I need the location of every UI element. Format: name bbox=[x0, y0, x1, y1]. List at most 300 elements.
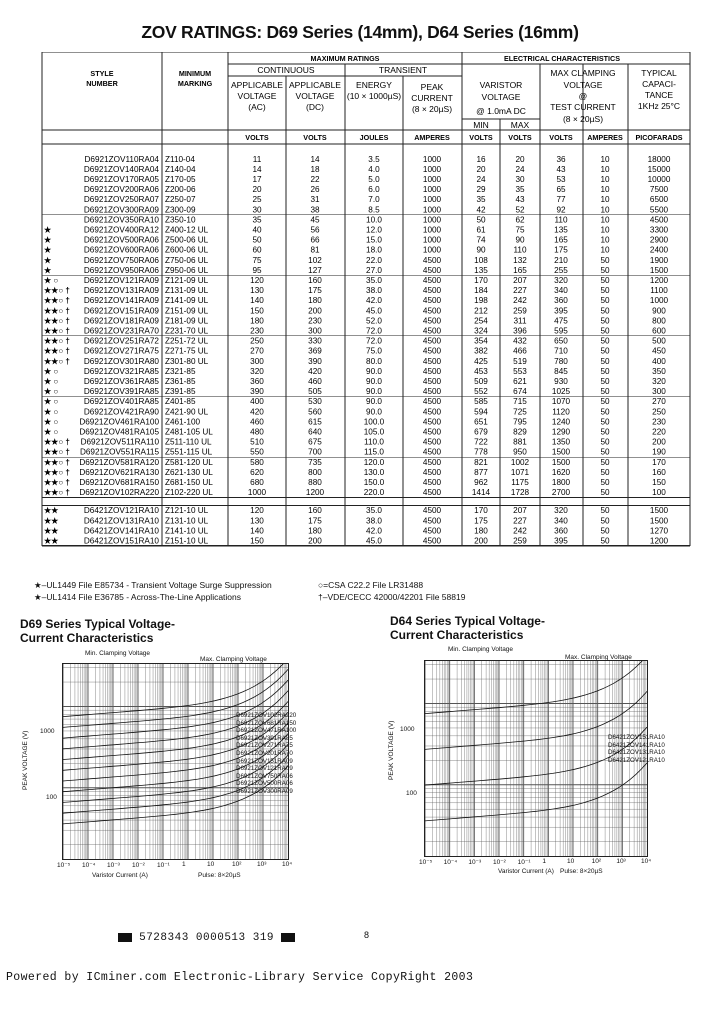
header-varistor-1: VARISTOR bbox=[479, 80, 523, 90]
cell-peak: 4500 bbox=[422, 356, 442, 366]
header-peak-2: CURRENT bbox=[411, 93, 453, 103]
d64-y-tick-1000: 1000 bbox=[400, 726, 415, 733]
cell-amps: 50 bbox=[600, 265, 610, 275]
cell-style: D6921ZOV350RA10 bbox=[83, 215, 159, 225]
header-maximum-ratings: MAXIMUM RATINGS bbox=[310, 54, 380, 63]
d69-y-tick-100: 100 bbox=[46, 794, 57, 801]
header-energy-1: ENERGY bbox=[356, 80, 392, 90]
cell-vmin: 1414 bbox=[471, 488, 491, 498]
header-number: NUMBER bbox=[86, 79, 118, 88]
legend-entry: D6921ZOV201RA70 bbox=[236, 749, 293, 757]
unit-label: VOLTS bbox=[508, 133, 532, 142]
cell-energy: 22.0 bbox=[366, 255, 382, 265]
cell-style: D6921ZOV170RA05 bbox=[83, 175, 159, 184]
cell-vmax: 259 bbox=[513, 536, 527, 546]
header-dc-2: VOLTAGE bbox=[295, 91, 335, 101]
cell-peak: 4500 bbox=[422, 437, 442, 447]
cell-clamp: 650 bbox=[554, 336, 568, 346]
cell-pf: 1500 bbox=[649, 506, 669, 516]
cell-peak: 1000 bbox=[422, 195, 442, 205]
cell-ac: 680 bbox=[250, 478, 264, 487]
cell-amps: 10 bbox=[600, 245, 610, 255]
cell-ac: 140 bbox=[250, 296, 264, 306]
d64-row bbox=[44, 537, 669, 546]
row-marks: ★★ bbox=[44, 516, 59, 526]
cell-peak: 4500 bbox=[422, 478, 442, 487]
cell-vmin: 324 bbox=[474, 326, 488, 336]
row-marks: ★★ bbox=[44, 526, 59, 536]
cell-dc: 800 bbox=[308, 467, 322, 477]
cell-amps: 50 bbox=[600, 356, 610, 366]
cell-marking: Z141-10 UL bbox=[165, 526, 209, 536]
barcode-text: 5728343 0000513 319 bbox=[139, 932, 275, 944]
cell-dc: 180 bbox=[308, 296, 322, 306]
cell-peak: 4500 bbox=[422, 516, 442, 526]
cell-clamp: 1290 bbox=[551, 427, 571, 437]
cell-energy: 15.0 bbox=[366, 235, 382, 245]
row-marks: ★ bbox=[44, 235, 52, 245]
legend-entry: D6921ZOV102RA220 bbox=[236, 712, 297, 719]
unit-label: JOULES bbox=[359, 133, 389, 142]
legend-entry: D6921ZOV500RA06 bbox=[236, 780, 293, 788]
cell-peak: 4500 bbox=[422, 488, 442, 498]
cell-energy: 115.0 bbox=[364, 447, 384, 457]
cell-style: D6921ZOV621RA130 bbox=[79, 467, 159, 477]
cell-clamp: 2700 bbox=[551, 488, 571, 498]
cell-ac: 95 bbox=[252, 265, 262, 275]
cell-vmax: 432 bbox=[513, 336, 527, 346]
unit-label: VOLTS bbox=[549, 133, 573, 142]
cell-amps: 10 bbox=[600, 195, 610, 205]
cell-clamp: 36 bbox=[556, 154, 566, 164]
cell-peak: 1000 bbox=[422, 154, 442, 164]
vi-curve bbox=[63, 664, 288, 717]
cell-vmin: 778 bbox=[474, 447, 488, 457]
legend-entry: D6921ZOV121RA09 bbox=[236, 765, 293, 773]
x-tick-label: 10⁻³ bbox=[468, 859, 482, 866]
d69-row bbox=[84, 185, 669, 194]
cell-ac: 420 bbox=[250, 407, 264, 417]
cell-pf: 230 bbox=[652, 417, 666, 427]
row-marks: ★★○ † bbox=[44, 457, 70, 467]
legend-entry: D6421ZOV121RA10 bbox=[608, 756, 665, 764]
cell-ac: 480 bbox=[250, 427, 264, 437]
cell-pf: 800 bbox=[652, 316, 666, 326]
cell-peak: 1000 bbox=[422, 175, 442, 184]
cell-dc: 420 bbox=[308, 366, 322, 376]
footnote-csa: ○=CSA C22.2 File LR31488 bbox=[318, 580, 424, 590]
row-marks: ★ ○ bbox=[44, 276, 59, 285]
cell-amps: 50 bbox=[600, 255, 610, 265]
cell-peak: 4500 bbox=[422, 326, 442, 336]
cell-vmax: 1728 bbox=[510, 488, 530, 498]
row-marks: ★ bbox=[44, 245, 52, 255]
cell-pf: 170 bbox=[652, 457, 666, 467]
cell-dc: 560 bbox=[308, 407, 322, 417]
row-marks: ★★○ † bbox=[44, 326, 70, 336]
cell-vmax: 950 bbox=[513, 447, 527, 457]
cell-energy: 120.0 bbox=[363, 457, 385, 467]
cell-vmin: 135 bbox=[474, 265, 488, 275]
cell-vmin: 552 bbox=[474, 387, 488, 397]
cell-marking: Z181-09 UL bbox=[165, 316, 209, 326]
cell-amps: 10 bbox=[600, 225, 610, 235]
barcode-block-right bbox=[281, 933, 295, 942]
cell-amps: 50 bbox=[600, 366, 610, 376]
cell-clamp: 360 bbox=[554, 526, 568, 536]
cell-dc: 615 bbox=[308, 417, 322, 427]
d69-row bbox=[44, 266, 669, 275]
cell-amps: 10 bbox=[600, 164, 610, 174]
cell-clamp: 92 bbox=[556, 205, 566, 215]
row-marks: ★★○ † bbox=[44, 346, 70, 356]
cell-style: D6921ZOV750RA06 bbox=[83, 255, 159, 265]
cell-clamp: 1070 bbox=[551, 397, 571, 407]
cell-ac: 300 bbox=[250, 356, 264, 366]
d64-row bbox=[44, 526, 669, 535]
d64-x-label: Varistor Current (A) bbox=[498, 868, 554, 875]
cell-pf: 500 bbox=[652, 336, 666, 346]
cell-dc: 26 bbox=[310, 185, 320, 195]
legend-entry: D6921ZOV471RA100 bbox=[236, 727, 297, 735]
cell-energy: 52.0 bbox=[366, 316, 382, 326]
cell-marking: Z581-120 UL bbox=[165, 457, 213, 467]
row-marks: ★ ○ bbox=[44, 377, 59, 386]
cell-ac: 130 bbox=[250, 286, 264, 296]
d69-row bbox=[84, 215, 669, 224]
cell-style: D6921ZOV131RA09 bbox=[83, 286, 159, 296]
cell-pf: 160 bbox=[652, 467, 666, 477]
cell-amps: 50 bbox=[600, 417, 610, 427]
cell-dc: 200 bbox=[308, 536, 322, 546]
cell-peak: 1000 bbox=[422, 215, 442, 225]
cell-pf: 2400 bbox=[649, 245, 669, 255]
d69-row bbox=[44, 347, 666, 356]
cell-dc: 230 bbox=[308, 316, 322, 326]
cell-pf: 7500 bbox=[649, 185, 669, 195]
cell-vmax: 227 bbox=[513, 286, 527, 296]
header-min: MIN bbox=[473, 120, 489, 130]
cell-marking: Z110-04 bbox=[165, 154, 195, 164]
cell-vmin: 962 bbox=[474, 478, 488, 487]
barcode-line bbox=[118, 932, 295, 944]
cell-marking: Z461-100 bbox=[165, 417, 201, 427]
x-tick-label: 1 bbox=[182, 861, 186, 868]
cell-dc: 56 bbox=[310, 225, 320, 235]
cell-marking: Z400-12 UL bbox=[165, 225, 209, 235]
d69-row bbox=[44, 458, 666, 467]
cell-vmax: 52 bbox=[515, 205, 525, 215]
cell-ac: 140 bbox=[250, 526, 264, 536]
cell-amps: 50 bbox=[600, 437, 610, 447]
cell-peak: 1000 bbox=[422, 245, 442, 255]
cell-dc: 175 bbox=[308, 516, 322, 526]
cell-dc: 45 bbox=[310, 215, 320, 225]
cell-vmax: 132 bbox=[513, 255, 527, 265]
row-marks: ★★○ † bbox=[44, 478, 70, 487]
cell-amps: 50 bbox=[600, 536, 610, 546]
cell-peak: 4500 bbox=[422, 336, 442, 346]
cell-style: D6421ZOV131RA10 bbox=[83, 516, 159, 526]
d69-row bbox=[44, 226, 669, 235]
d69-y-tick-1000: 1000 bbox=[40, 728, 55, 735]
cell-amps: 50 bbox=[600, 506, 610, 516]
cell-marking: Z950-06 UL bbox=[165, 265, 209, 275]
cell-pf: 1200 bbox=[649, 536, 669, 546]
cell-clamp: 110 bbox=[554, 215, 568, 225]
cell-ac: 550 bbox=[250, 447, 264, 457]
cell-vmax: 43 bbox=[515, 195, 525, 205]
cell-marking: Z231-70 UL bbox=[165, 326, 209, 336]
legend-entry: D6921ZOV271RA75 bbox=[236, 742, 293, 750]
d69-row bbox=[44, 316, 666, 325]
cell-vmax: 242 bbox=[513, 296, 527, 306]
cell-style: D6921ZOV391RA85 bbox=[83, 387, 159, 397]
cell-vmax: 75 bbox=[515, 225, 525, 235]
row-marks: ★★○ † bbox=[44, 447, 70, 457]
cell-style: D6921ZOV401RA85 bbox=[83, 397, 159, 407]
cell-peak: 4500 bbox=[422, 427, 442, 437]
cell-clamp: 340 bbox=[554, 286, 568, 296]
d64-chart-title bbox=[390, 614, 545, 642]
cell-peak: 4500 bbox=[422, 526, 442, 536]
cell-vmin: 42 bbox=[476, 205, 486, 215]
d64-title-line1: D64 Series Typical Voltage- bbox=[390, 614, 545, 628]
cell-amps: 50 bbox=[600, 427, 610, 437]
d69-row bbox=[44, 468, 666, 477]
cell-pf: 18000 bbox=[647, 154, 671, 164]
row-marks: ★★○ † bbox=[44, 467, 70, 477]
cell-ac: 60 bbox=[252, 245, 262, 255]
cell-pf: 1270 bbox=[649, 526, 669, 536]
row-marks: ★★○ † bbox=[44, 356, 70, 366]
cell-marking: Z511-110 UL bbox=[165, 437, 212, 447]
cell-vmax: 519 bbox=[513, 356, 527, 366]
d69-row bbox=[84, 195, 669, 204]
header-cap-4: 1KHz 25°C bbox=[637, 101, 681, 111]
cell-energy: 220.0 bbox=[363, 488, 385, 498]
cell-ac: 1000 bbox=[247, 488, 267, 498]
cell-marking: Z301-80 UL bbox=[165, 356, 209, 366]
cell-style: D6921ZOV300RA09 bbox=[83, 205, 159, 215]
cell-vmax: 674 bbox=[513, 387, 527, 397]
cell-ac: 30 bbox=[252, 205, 262, 215]
cell-energy: 110.0 bbox=[364, 437, 384, 447]
cell-vmax: 466 bbox=[513, 346, 527, 356]
cell-energy: 18.0 bbox=[366, 245, 382, 255]
unit-label: AMPERES bbox=[414, 133, 450, 142]
cell-energy: 75.0 bbox=[366, 346, 382, 356]
cell-amps: 50 bbox=[600, 526, 610, 536]
cell-energy: 38.0 bbox=[366, 516, 382, 526]
cell-amps: 50 bbox=[600, 306, 610, 316]
cell-ac: 460 bbox=[250, 417, 264, 427]
cell-vmax: 1071 bbox=[510, 467, 530, 477]
row-marks: ★★○ † bbox=[44, 336, 70, 346]
x-tick-label: 10 bbox=[567, 858, 575, 865]
cell-clamp: 320 bbox=[554, 506, 568, 516]
unit-label: VOLTS bbox=[469, 133, 493, 142]
cell-clamp: 395 bbox=[554, 536, 568, 546]
cell-peak: 4500 bbox=[422, 316, 442, 326]
row-marks: ★ bbox=[44, 255, 52, 265]
cell-energy: 4.0 bbox=[368, 164, 380, 174]
cell-energy: 72.0 bbox=[366, 336, 382, 346]
header-ac-1: APPLICABLE bbox=[231, 80, 283, 90]
cell-clamp: 65 bbox=[556, 185, 566, 195]
cell-style: D6921ZOV361RA85 bbox=[83, 377, 159, 386]
cell-clamp: 175 bbox=[554, 245, 568, 255]
cell-style: D6921ZOV121RA09 bbox=[83, 276, 159, 285]
cell-dc: 369 bbox=[308, 346, 322, 356]
cell-dc: 22 bbox=[310, 175, 320, 184]
d69-x-label: Varistor Current (A) bbox=[92, 872, 148, 879]
d69-max-clamp-label: Max. Clamping Voltage bbox=[200, 656, 267, 663]
cell-marking: Z481-105 UL bbox=[165, 427, 213, 437]
cell-marking: Z131-10 UL bbox=[165, 516, 209, 526]
x-tick-label: 10⁻² bbox=[493, 859, 506, 866]
cell-pf: 600 bbox=[652, 326, 666, 336]
cell-clamp: 710 bbox=[554, 346, 568, 356]
cell-energy: 150.0 bbox=[363, 478, 385, 487]
legend-entry: D6421ZOV131RA10 bbox=[608, 749, 665, 757]
cell-peak: 1000 bbox=[422, 235, 442, 245]
d69-row bbox=[44, 286, 668, 295]
vi-curve bbox=[425, 763, 647, 821]
cell-marking: Z271-75 UL bbox=[165, 346, 209, 356]
cell-marking: Z681-150 UL bbox=[165, 478, 213, 487]
row-marks: ★ ○ bbox=[44, 397, 59, 407]
cell-amps: 10 bbox=[600, 215, 610, 225]
x-tick-label: 10⁻⁵ bbox=[419, 859, 433, 866]
legend-entry: D6921ZOV151RA09 bbox=[236, 757, 293, 765]
d69-row bbox=[44, 377, 666, 386]
cell-energy: 6.0 bbox=[368, 185, 380, 195]
d69-pulse-label: Pulse: 8×20µS bbox=[198, 872, 241, 879]
cell-peak: 4500 bbox=[422, 276, 442, 285]
cell-pf: 10000 bbox=[647, 175, 671, 184]
cell-marking: Z102-220 UL bbox=[165, 488, 213, 498]
cell-ac: 510 bbox=[250, 437, 264, 447]
d64-max-clamp-label: Max. Clamping Voltage bbox=[565, 654, 632, 661]
header-cap-2: CAPACI- bbox=[642, 79, 676, 89]
cell-vmax: 1175 bbox=[511, 478, 529, 487]
row-marks: ★★ bbox=[44, 536, 59, 546]
cell-dc: 880 bbox=[308, 478, 322, 487]
header-varistor-3: @ 1.0mA DC bbox=[476, 106, 526, 116]
barcode-block-left bbox=[118, 933, 132, 942]
cell-vmax: 259 bbox=[513, 306, 527, 316]
x-tick-label: 1 bbox=[542, 858, 546, 865]
x-tick-label: 10⁻⁴ bbox=[82, 862, 96, 869]
header-max: MAX bbox=[510, 120, 530, 130]
cell-marking: Z300-09 bbox=[165, 205, 196, 215]
cell-vmax: 242 bbox=[513, 526, 527, 536]
cell-pf: 220 bbox=[652, 427, 666, 437]
legend-entry: D6421ZOV151RA10 bbox=[608, 734, 665, 741]
cell-pf: 1000 bbox=[649, 296, 669, 306]
cell-vmin: 90 bbox=[476, 245, 486, 255]
cell-peak: 4500 bbox=[422, 506, 442, 516]
cell-ac: 180 bbox=[250, 316, 264, 326]
cell-style: D6421ZOV151RA10 bbox=[83, 536, 159, 546]
d69-row bbox=[44, 438, 666, 447]
cell-energy: 90.0 bbox=[366, 387, 382, 397]
cell-style: D6921ZOV551RA115 bbox=[79, 447, 159, 457]
cell-pf: 100 bbox=[652, 488, 666, 498]
x-tick-label: 10² bbox=[591, 858, 602, 865]
cell-amps: 50 bbox=[600, 346, 610, 356]
cell-amps: 50 bbox=[600, 478, 610, 487]
header-clamp-3: @ bbox=[578, 91, 588, 101]
cell-dc: 18 bbox=[310, 164, 320, 174]
cell-peak: 4500 bbox=[422, 265, 442, 275]
cell-style: D6921ZOV581RA120 bbox=[79, 457, 159, 467]
cell-peak: 4500 bbox=[422, 346, 442, 356]
footnote-ul1414: ★–UL1414 File E36785 - Across-The-Line Applications bbox=[34, 592, 242, 602]
cell-pf: 15000 bbox=[647, 164, 671, 174]
cell-amps: 50 bbox=[600, 377, 610, 386]
x-tick-label: 10⁴ bbox=[282, 861, 293, 868]
cell-amps: 50 bbox=[600, 276, 610, 285]
cell-pf: 300 bbox=[652, 387, 666, 397]
cell-ac: 360 bbox=[250, 377, 264, 386]
cell-style: D6921ZOV681RA150 bbox=[79, 478, 159, 487]
cell-marking: Z421-90 UL bbox=[165, 407, 209, 417]
cell-pf: 320 bbox=[652, 377, 666, 386]
cell-energy: 35.0 bbox=[366, 276, 382, 285]
cell-style: D6921ZOV500RA06 bbox=[83, 235, 159, 245]
cell-peak: 4500 bbox=[422, 296, 442, 306]
cell-amps: 10 bbox=[600, 205, 610, 215]
cell-dc: 160 bbox=[308, 276, 322, 285]
d69-min-clamp-label: Min. Clamping Voltage bbox=[85, 650, 151, 657]
cell-amps: 50 bbox=[600, 407, 610, 417]
cell-ac: 400 bbox=[250, 397, 264, 407]
d69-row bbox=[44, 367, 666, 376]
cell-peak: 4500 bbox=[422, 366, 442, 376]
d69-row bbox=[44, 387, 666, 396]
d64-legend bbox=[608, 734, 665, 764]
cell-amps: 50 bbox=[600, 286, 610, 296]
cell-dc: 505 bbox=[308, 387, 322, 397]
legend-entry: D6921ZOV300RA09 bbox=[236, 787, 293, 795]
cell-vmax: 1002 bbox=[510, 457, 530, 467]
cell-clamp: 1500 bbox=[551, 457, 571, 467]
row-marks: ★★○ † bbox=[44, 296, 70, 306]
cell-vmin: 170 bbox=[474, 506, 488, 516]
row-marks: ★ ○ bbox=[44, 427, 59, 437]
cell-peak: 4500 bbox=[422, 407, 442, 417]
row-marks: ★★○ † bbox=[44, 306, 70, 316]
cell-vmax: 207 bbox=[513, 276, 527, 285]
header-peak-1: PEAK bbox=[420, 82, 444, 92]
header-energy-2: (10 × 1000µS) bbox=[346, 91, 402, 101]
cell-amps: 50 bbox=[600, 447, 610, 457]
header-transient: TRANSIENT bbox=[378, 65, 428, 75]
cell-marking: Z250-07 bbox=[165, 195, 196, 205]
cell-pf: 200 bbox=[652, 437, 666, 447]
cell-clamp: 135 bbox=[554, 225, 568, 235]
cell-marking: Z170-05 bbox=[165, 175, 196, 184]
cell-clamp: 1120 bbox=[552, 407, 570, 417]
x-tick-label: 10⁻³ bbox=[107, 862, 120, 869]
cell-peak: 4500 bbox=[422, 457, 442, 467]
cell-vmin: 198 bbox=[474, 296, 488, 306]
cell-clamp: 395 bbox=[554, 306, 568, 316]
cell-clamp: 165 bbox=[554, 235, 568, 245]
cell-vmax: 311 bbox=[513, 316, 527, 326]
